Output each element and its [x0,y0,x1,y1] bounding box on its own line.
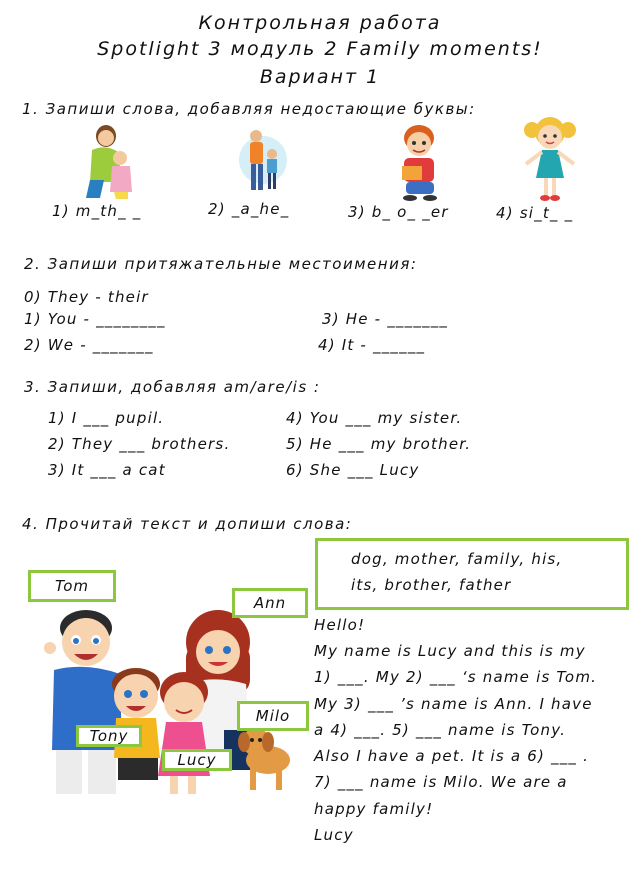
task3-item-3: 3) It ___ a cat [48,461,166,479]
mother-child-illustration [78,122,140,200]
story-line-4: My 3) ___ ’s name is Ann. I have [314,695,593,713]
task2-example: 0) They - their [24,288,149,306]
name-tag-ann: Ann [232,588,308,618]
story-line-5: a 4) ___. 5) ___ name is Tony. [314,721,567,739]
task3-item-4: 4) You ___ my sister. [286,409,463,427]
story-line-6: Also I have a pet. It is a 6) ___ . [314,747,590,765]
title-line-2: Spotlight 3 модуль 2 Family moments! [97,38,543,60]
task3-item-5: 5) He ___ my brother. [286,435,472,453]
task3-instruction: 3. Запиши, добавляя am/are/is : [24,378,321,396]
task1-item-4: 4) si_t_ _ [496,204,574,222]
task2-instruction: 2. Запиши притяжательные местоимения: [24,255,418,273]
task4-instruction: 4. Прочитай текст и допиши слова: [22,515,353,533]
name-tag-lucy: Lucy [162,749,232,771]
name-tag-milo: Milo [237,701,309,731]
task2-item-2: 2) We - _______ [24,336,154,354]
story-line-2: My name is Lucy and this is my [314,642,586,660]
father-son-illustration [238,124,288,196]
word-bank-box [315,538,629,610]
name-tag-tom: Tom [28,570,116,602]
story-line-7: 7) ___ name is Milo. We are a [314,773,568,791]
task2-item-4: 4) It - ______ [318,336,426,354]
task3-item-1: 1) I ___ pupil. [48,409,165,427]
task1-instruction: 1. Запиши слова, добавляя недостающие буквы: [22,100,476,118]
story-line-3: 1) ___. My 2) ___ ‘s name is Tom. [314,668,598,686]
task2-item-3: 3) He - _______ [322,310,449,328]
title-line-3: Вариант 1 [259,66,381,88]
story-signature: Lucy [314,826,354,844]
girl-illustration [520,112,580,204]
word-bank-line-1: dog, mother, family, his, [351,550,563,568]
word-bank-line-2: its, brother, father [351,576,512,594]
story-line-1: Hello! [314,616,366,634]
name-tag-tony: Tony [76,725,142,747]
task1-item-2: 2) _a_he_ [208,200,290,218]
task1-item-3: 3) b_ o_ _er [348,203,449,221]
boy-book-illustration [392,122,444,202]
task3-item-2: 2) They ___ brothers. [48,435,231,453]
story-line-8: happy family! [314,800,434,818]
task3-item-6: 6) She ___ Lucy [286,461,420,479]
task2-item-1: 1) You - ________ [24,310,166,328]
title-line-1: Контрольная работа [198,12,442,34]
task1-item-1: 1) m_th_ _ [52,202,142,220]
